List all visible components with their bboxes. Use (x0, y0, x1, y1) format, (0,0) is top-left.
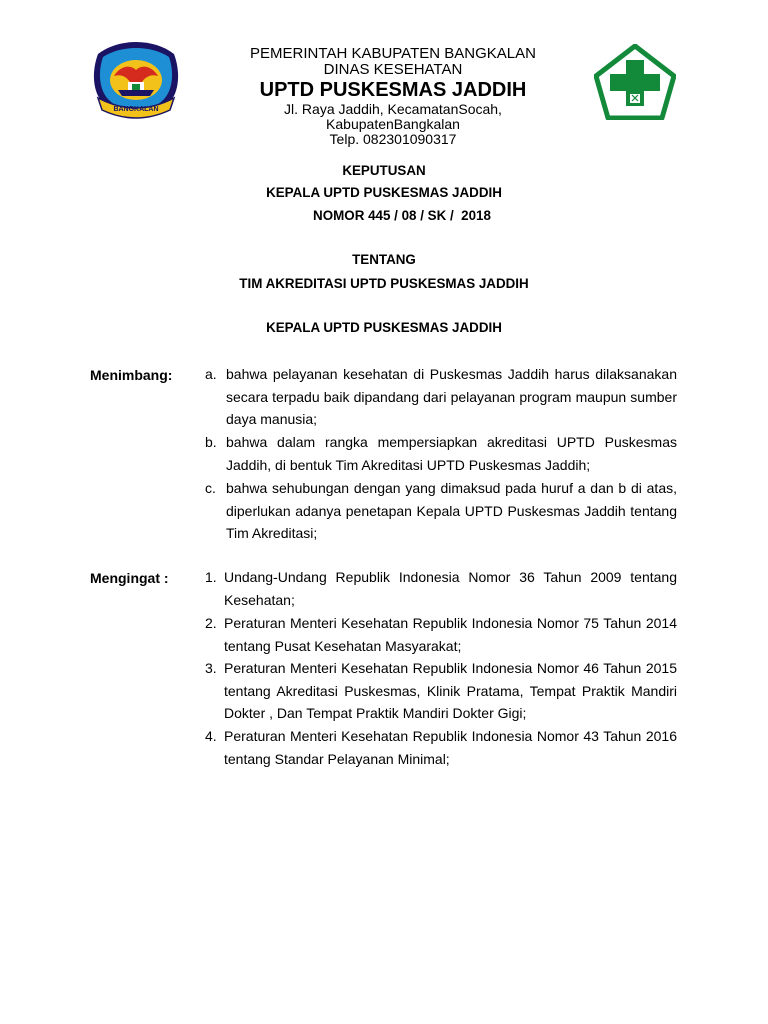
mengingat-label: Mengingat : (90, 570, 169, 586)
menimbang-item (205, 363, 677, 431)
menimbang-item-num: a. (205, 366, 217, 382)
mengingat-item-text: Peraturan Menteri Kesehatan Republik Indonesia Nomor 75 Tahun 2014 tentang Pusat Kesehatan Masyarakat; (224, 615, 677, 654)
decision-signer: KEPALA UPTD PUSKESMAS JADDIH (266, 320, 502, 335)
decision-heading: KEPUTUSAN (342, 163, 426, 178)
decision-about: TIM AKREDITASI UPTD PUSKESMAS JADDIH (239, 276, 529, 291)
decision-number: NOMOR 445 / 08 / SK / 2018 (313, 208, 491, 223)
mengingat-item-text: Undang-Undang Republik Indonesia Nomor 36 Tahun 2009 tentang Kesehatan; (224, 569, 677, 608)
header-phone: Telp. 082301090317 (329, 131, 457, 147)
mengingat-item (205, 612, 677, 657)
menimbang-item-num: c. (205, 480, 216, 496)
mengingat-item-num: 4. (205, 728, 217, 744)
mengingat-item (205, 657, 677, 725)
header-address-line1: Jl. Raya Jaddih, KecamatanSocah, (284, 101, 502, 117)
header-government: PEMERINTAH KABUPATEN BANGKALAN (250, 45, 536, 62)
menimbang-item-text: bahwa dalam rangka mempersiapkan akreditasi UPTD Puskesmas Jaddih, di bentuk Tim Akreditasi UPTD Puskesmas Jaddih; (226, 434, 677, 473)
decision-about-label: TENTANG (352, 252, 416, 267)
puskesmas-logo (594, 44, 676, 120)
mengingat-item-text: Peraturan Menteri Kesehatan Republik Indonesia Nomor 46 Tahun 2015 tentang Akreditasi Puskesmas, Klinik Pratama, Tempat Praktik Mandiri Dokter , Dan Tempat Praktik Mandiri Dokter Gigi; (224, 660, 677, 722)
menimbang-label: Menimbang: (90, 367, 173, 383)
menimbang-item-text: bahwa sehubungan dengan yang dimaksud pada huruf a dan b di atas, diperlukan adanya penetapan Kepala UPTD Puskesmas Jaddih tentang Tim Akreditasi; (226, 480, 677, 542)
header-title: UPTD PUSKESMAS JADDIH (259, 79, 527, 101)
crest-ribbon-text: BANGKALAN (113, 106, 159, 113)
menimbang-item (205, 477, 677, 545)
mengingat-item (205, 725, 677, 770)
mengingat-item-num: 3. (205, 660, 217, 676)
menimbang-item (205, 431, 677, 476)
header-department: DINAS KESEHATAN (323, 61, 463, 78)
mengingat-item-num: 2. (205, 615, 217, 631)
menimbang-item-text: bahwa pelayanan kesehatan di Puskesmas Jaddih harus dilaksanakan secara terpadu baik dipandang dari pelayanan program maupun sumber daya manusia; (226, 366, 677, 428)
bangkalan-crest-logo (90, 40, 182, 120)
mengingat-item (205, 566, 677, 611)
mengingat-item-num: 1. (205, 569, 217, 585)
header-address-line2: KabupatenBangkalan (326, 116, 460, 132)
mengingat-item-text: Peraturan Menteri Kesehatan Republik Indonesia Nomor 43 Tahun 2016 tentang Standar Pelayanan Minimal; (224, 728, 677, 767)
decision-issuer: KEPALA UPTD PUSKESMAS JADDIH (266, 185, 502, 200)
menimbang-item-num: b. (205, 434, 217, 450)
